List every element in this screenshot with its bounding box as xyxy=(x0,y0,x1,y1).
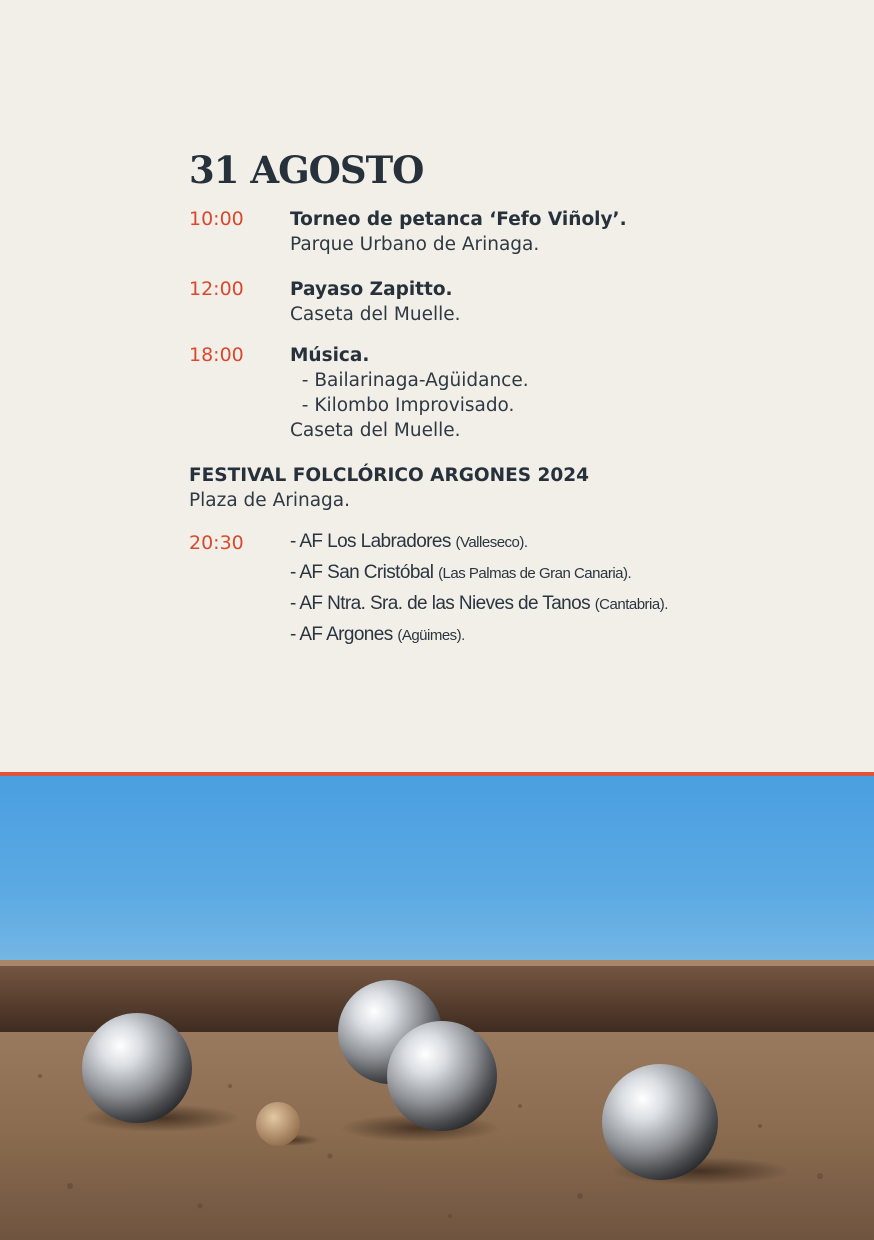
group-name: - AF San Cristóbal xyxy=(290,562,434,583)
event-title: Torneo de petanca ‘Fefo Viñoly’. xyxy=(290,209,627,230)
group-region: (Las Palmas de Gran Canaria). xyxy=(438,565,632,582)
event-title: Payaso Zapitto. xyxy=(290,279,453,300)
event-time: 18:00 xyxy=(189,344,244,366)
event-time: 20:30 xyxy=(189,532,244,554)
event-time: 12:00 xyxy=(189,278,244,300)
group-name: - AF Argones xyxy=(290,624,393,645)
petanque-photo xyxy=(0,776,874,1240)
festival-block xyxy=(189,463,589,513)
event-title: Música. xyxy=(290,345,370,366)
event-details xyxy=(290,277,810,327)
group-item xyxy=(290,562,631,584)
event-location: Parque Urbano de Arinaga. xyxy=(290,234,540,255)
event-act: - Kilombo Improvisado. xyxy=(290,395,515,416)
festival-heading: FESTIVAL FOLCLÓRICO ARGONES 2024 xyxy=(189,465,590,486)
event-location: Caseta del Muelle. xyxy=(290,304,461,325)
group-name: - AF Ntra. Sra. de las Nieves de Tanos xyxy=(290,593,590,614)
group-region: (Valleseco). xyxy=(455,534,528,551)
group-region: (Agüimes). xyxy=(397,627,465,644)
group-name: - AF Los Labradores xyxy=(290,531,451,552)
event-act: - Bailarinaga-Agüidance. xyxy=(290,370,529,391)
event-location: Caseta del Muelle. xyxy=(290,420,461,441)
group-item xyxy=(290,624,465,646)
festival-place: Plaza de Arinaga. xyxy=(189,490,350,511)
group-region: (Cantabria). xyxy=(594,596,668,613)
event-details xyxy=(290,343,810,443)
group-item xyxy=(290,593,668,615)
event-details xyxy=(290,207,810,257)
page-title: 31 AGOSTO xyxy=(189,148,424,192)
event-time: 10:00 xyxy=(189,208,244,230)
group-item xyxy=(290,531,528,553)
